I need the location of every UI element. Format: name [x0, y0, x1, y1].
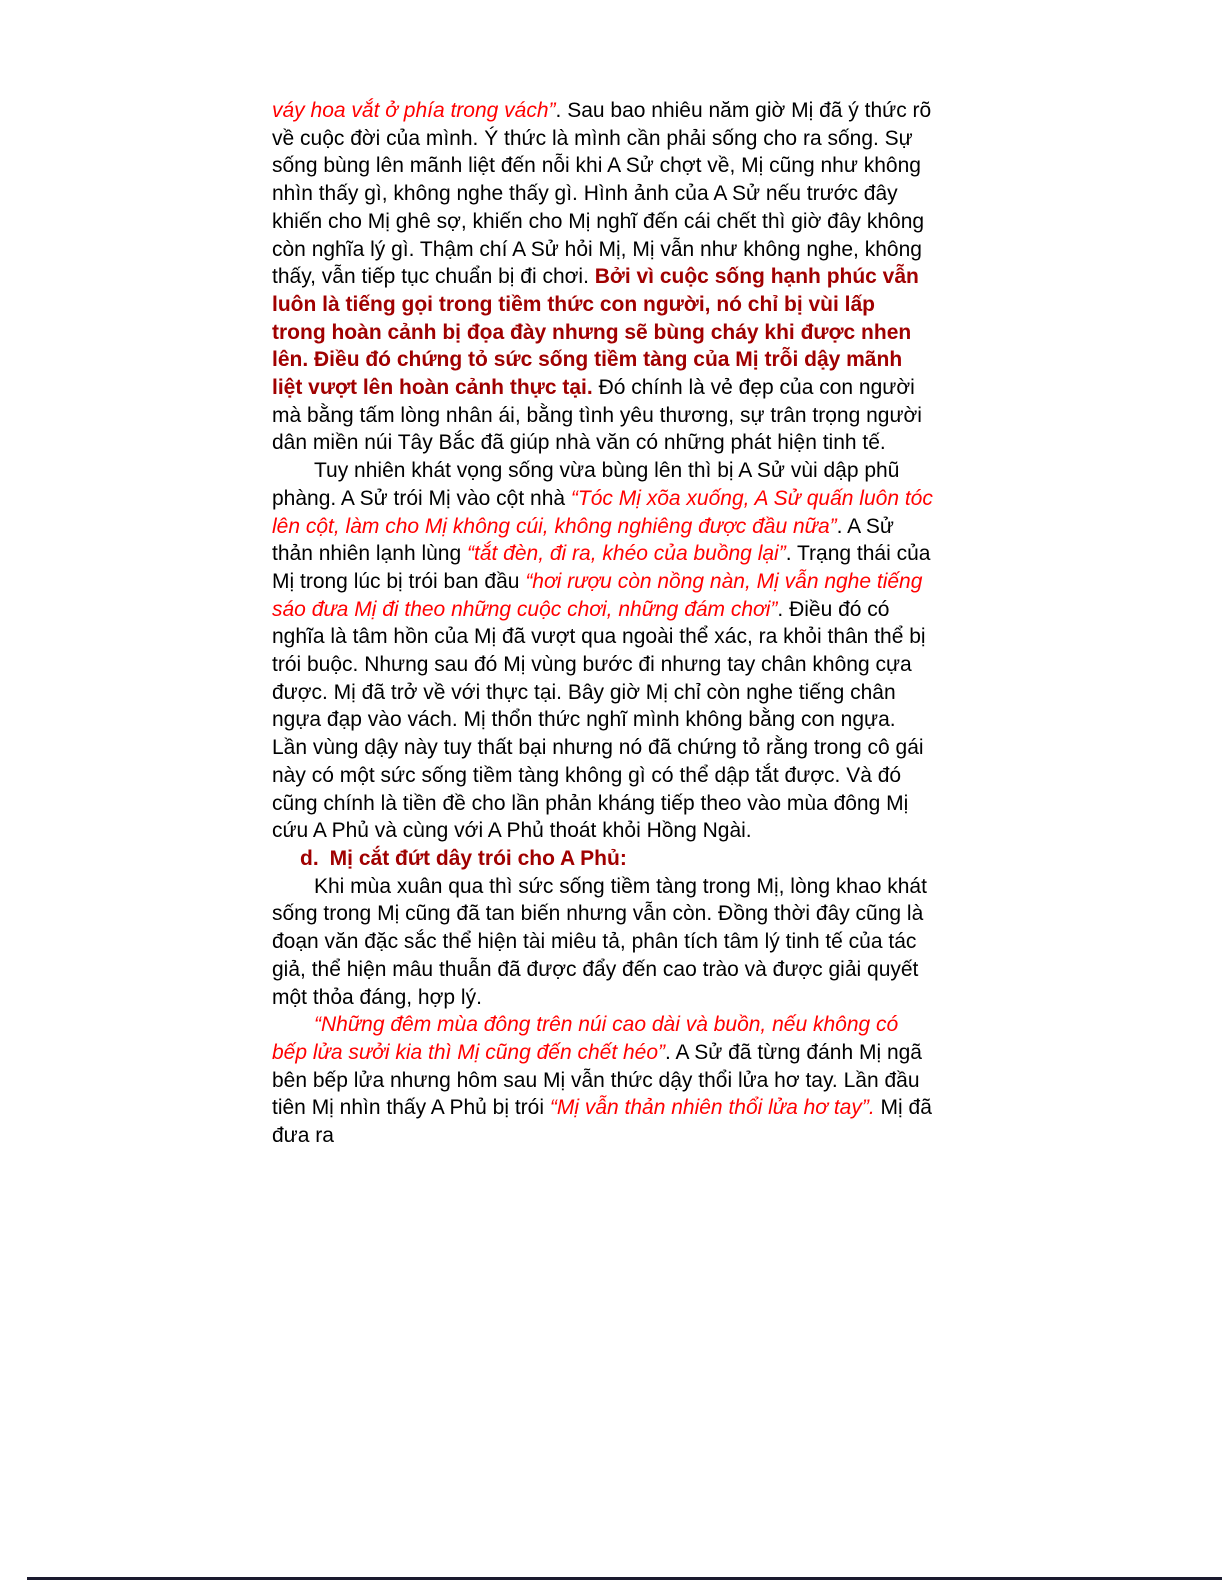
footer-rule	[27, 1577, 1222, 1580]
text-run-heading-text: Mị cắt đứt dây trói cho A Phủ:	[329, 846, 627, 870]
text-run-normal: . Sau bao nhiêu năm giờ Mị đã ý thức rõ về cuộc đời của mình. Ý thức là mình cần phải sống cho ra sống. Sự sống bùng lên mãnh liệt đến nỗi khi A Sử chợt về, Mị cũng như không nhìn thấy gì, không nghe thấy gì. Hình ảnh của A Sử nếu trước đây khiến cho Mị ghê sợ, khiến cho Mị nghĩ đến cái chết thì giờ đây không còn nghĩa lý gì. Thậm chí A Sử hỏi Mị, Mị vẫn như không nghe, không thấy, vẫn tiếp tục chuẩn bị đi chơi.	[272, 99, 932, 289]
text-run-normal: Tuy nhiên khát vọng sống vừa bùng lên thì bị A Sử vùi dập phũ phàng. A Sử trói Mị vào cột nhà	[272, 459, 900, 510]
paragraph	[272, 97, 934, 457]
document-body	[272, 97, 934, 1150]
paragraph	[272, 873, 934, 1012]
text-run-quote: “Tóc Mị xõa xuống, A Sử quấn luôn tóc lên cột, làm cho Mị không cúi, không nghiêng được đầu nữa”	[272, 486, 933, 538]
text-run-normal: . A Sử thản nhiên lạnh lùng	[272, 514, 894, 566]
text-run-normal: . Điều đó có nghĩa là tâm hồn của Mị đã vượt qua ngoài thể xác, ra khỏi thân thể bị trói buộc. Nhưng sau đó Mị vùng bước đi nhưng tay chân không cựa được. Mị đã trở về với thực tại. Bây giờ Mị chỉ còn nghe tiếng chân ngựa đạp vào vách. Mị thổn thức nghĩ mình không bằng con ngựa. Lần vùng dậy này tuy thất bại nhưng nó đã chứng tỏ rằng trong cô gái này có một sức sống tiềm tàng không gì có thể dập tắt được. Và đó cũng chính là tiền đề cho lần phản kháng tiếp theo vào mùa đông Mị cứu A Phủ và cùng với A Phủ thoát khỏi Hồng Ngài.	[272, 597, 926, 843]
text-run-normal: . Trạng thái của Mị trong lúc bị trói ban đầu	[272, 542, 931, 593]
text-run-quote: “tắt đèn, đi ra, khéo của buồng lại”	[467, 542, 786, 566]
section-heading	[300, 845, 934, 873]
text-run-heading-marker: d.	[300, 846, 319, 870]
text-run-quote: “Những đêm mùa đông trên núi cao dài và buồn, nếu không có bếp lửa sưởi kia thì Mị cũng đến chết héo”	[272, 1013, 899, 1064]
text-run-quote: “hơi rượu còn nồng nàn, Mị vẫn nghe tiếng sáo đưa Mị đi theo những cuộc chơi, những đám chơi”	[272, 569, 923, 621]
text-run-normal: . A Sử đã từng đánh Mị ngã bên bếp lửa nhưng hôm sau Mị vẫn thức dậy thổi lửa hơ tay. Lần đầu tiên Mị nhìn thấy A Phủ bị trói	[272, 1040, 922, 1120]
text-run-normal: Khi mùa xuân qua thì sức sống tiềm tàng trong Mị, lòng khao khát sống trong Mị cũng đã tan biến nhưng vẫn còn. Đồng thời đây cũng là đoạn văn đặc sắc thể hiện tài miêu tả, phân tích tâm lý tinh tế của tác giả, thể hiện mâu thuẫn đã được đẩy đến cao trào và được giải quyết một thỏa đáng, hợp lý.	[272, 874, 927, 1009]
text-run-quote: “Mị vẫn thản nhiên thổi lửa hơ tay”.	[549, 1096, 875, 1120]
paragraph	[272, 457, 934, 845]
paragraph	[272, 1011, 934, 1150]
text-run-normal: Đó chính là vẻ đẹp của con người mà bằng tấm lòng nhân ái, bằng tình yêu thương, sự trân trọng người dân miền núi Tây Bắc đã giúp nhà văn có những phát hiện tinh tế.	[272, 376, 922, 455]
text-run-quote: váy hoa vắt ở phía trong vách”	[272, 99, 556, 122]
text-run-normal: Mị đã đưa ra	[272, 1096, 932, 1148]
text-run-emphasis: Bởi vì cuộc sống hạnh phúc vẫn luôn là tiếng gọi trong tiềm thức con người, nó chỉ bị vùi lấp trong hoàn cảnh bị đọa đày nhưng sẽ bùng cháy khi được nhen lên. Điều đó chứng tỏ sức sống tiềm tàng của Mị trỗi dậy mãnh liệt vượt lên hoàn cảnh thực tại.	[272, 265, 919, 400]
